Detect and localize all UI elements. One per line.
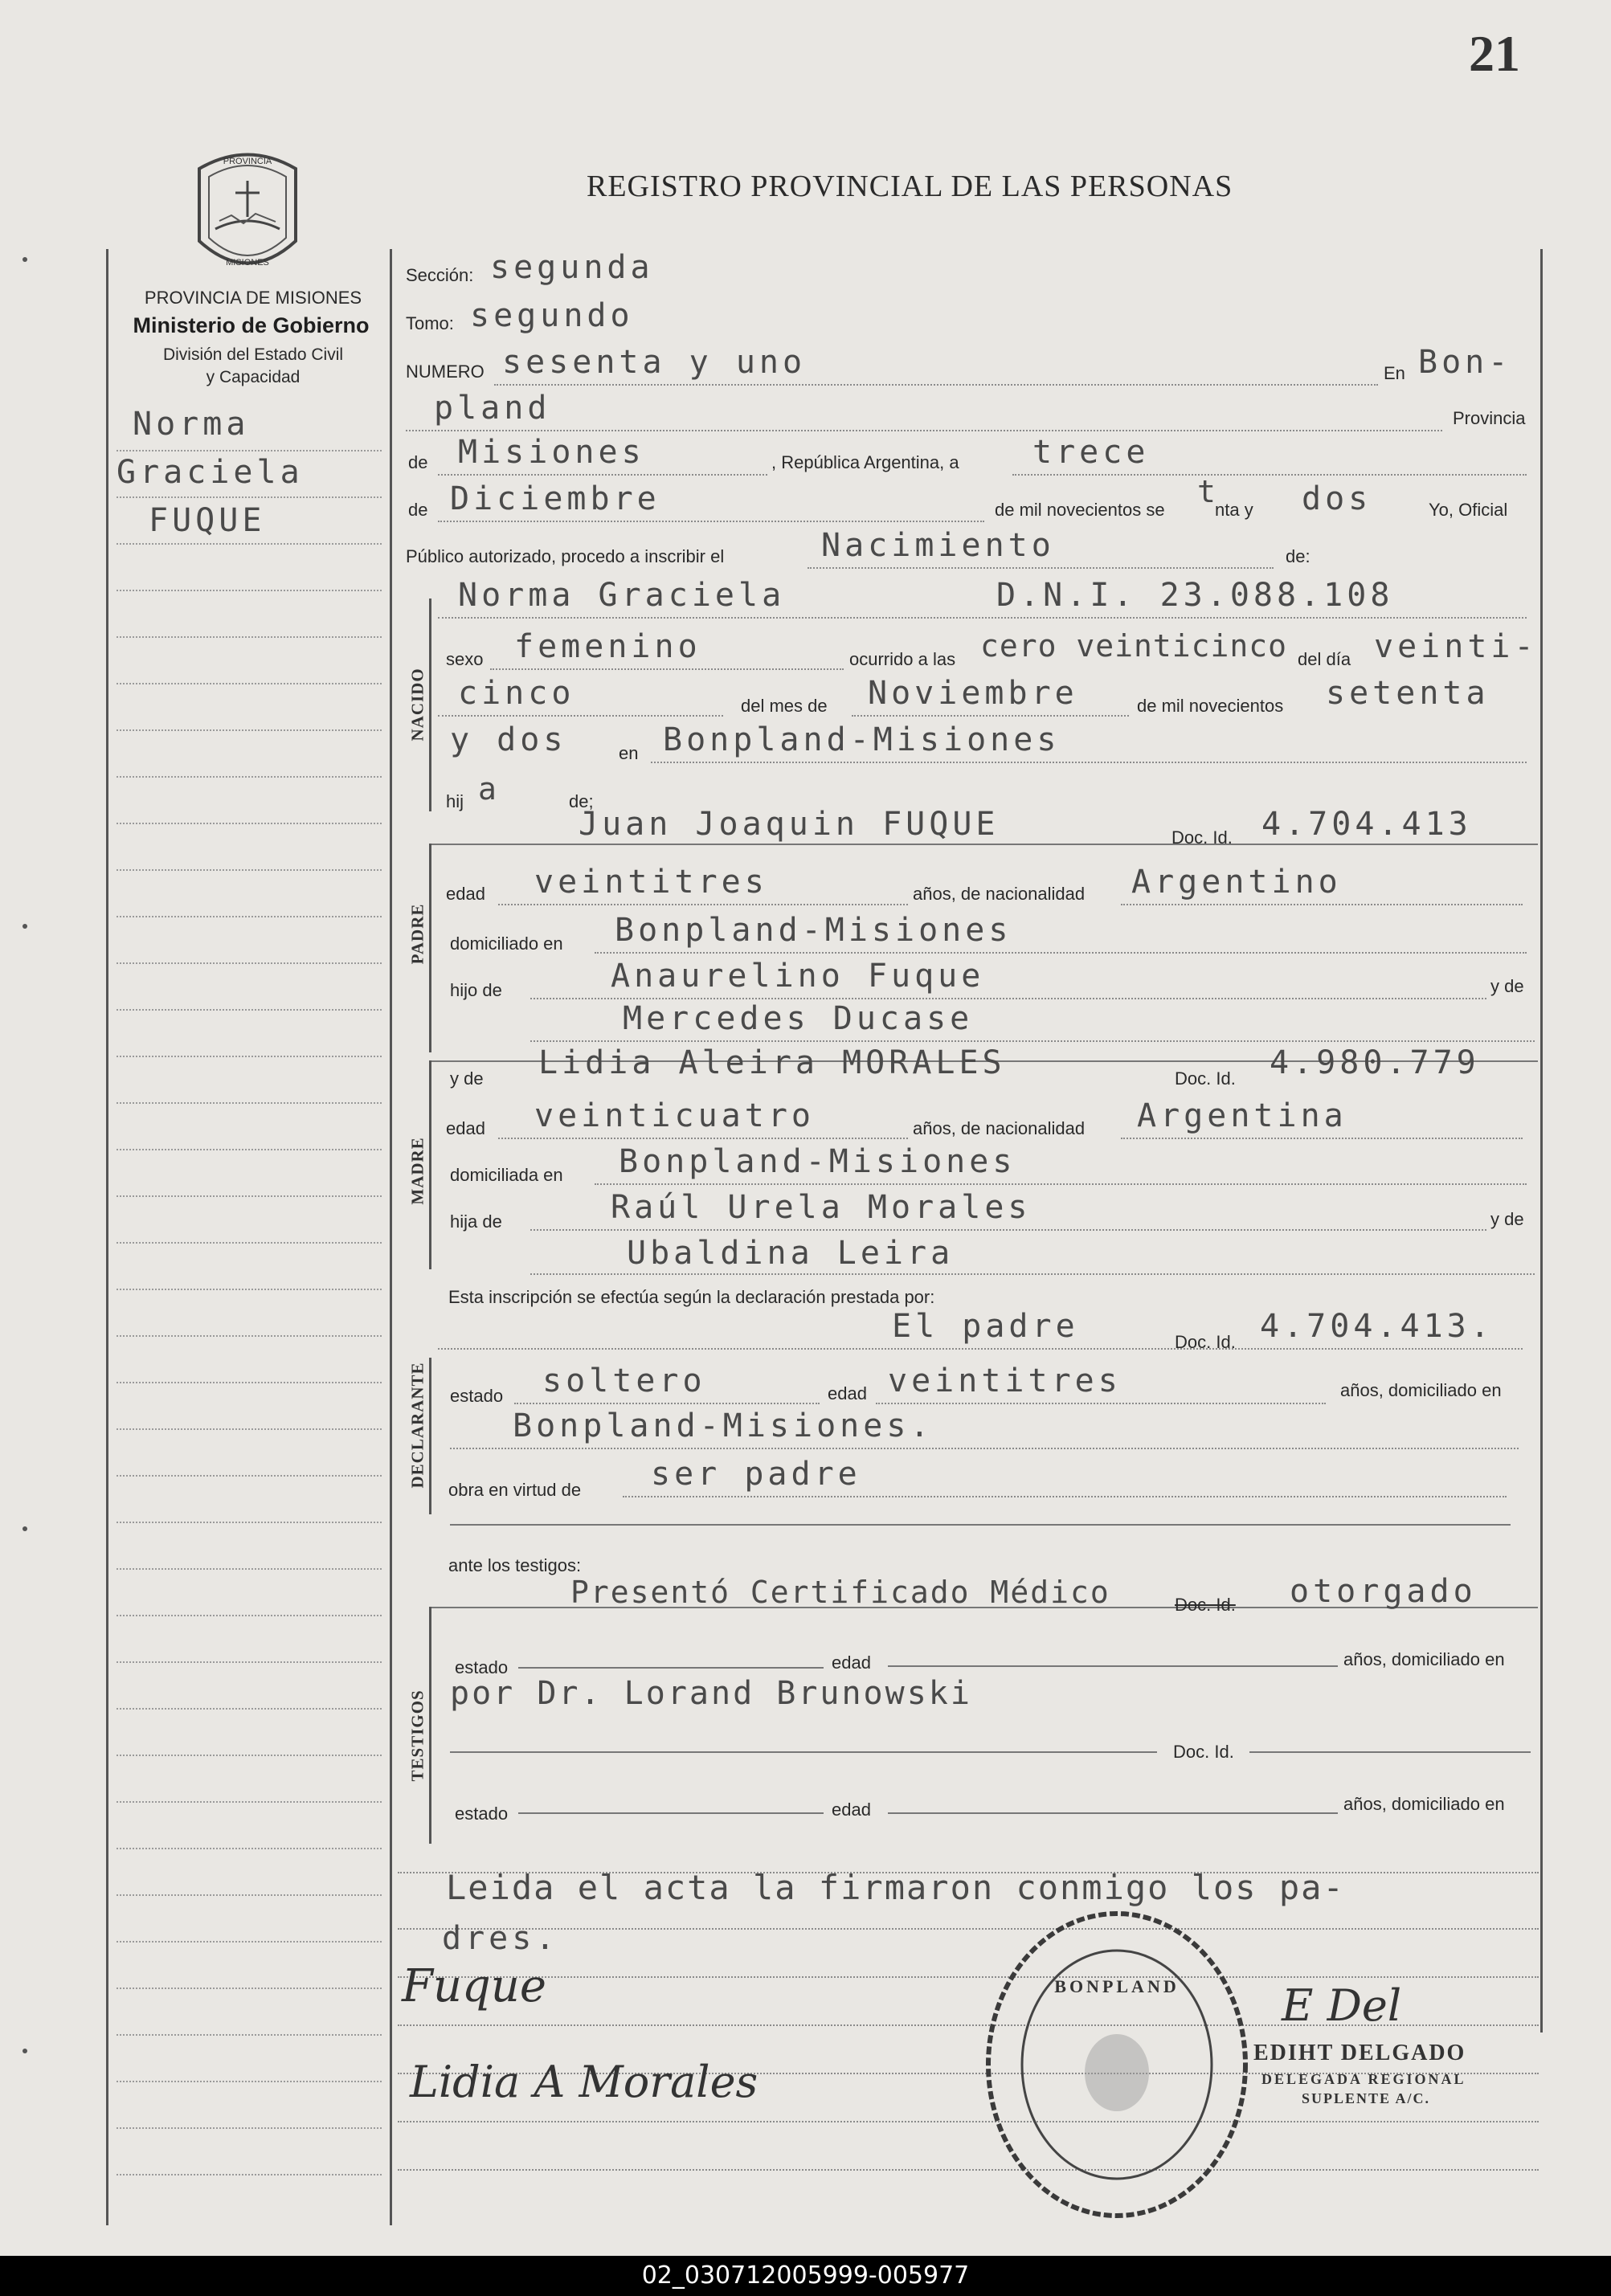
label-doc-testigos-2: Doc. Id. <box>1173 1742 1234 1762</box>
label-doc-testigos-1: Doc. Id. <box>1175 1595 1236 1615</box>
binding-mark <box>22 257 27 262</box>
margin-name-3: FUQUE <box>149 502 266 539</box>
margin-name-2: Graciela <box>117 454 304 491</box>
label-edad-madre: edad <box>446 1118 485 1138</box>
value-obra-virtud: ser padre <box>651 1456 861 1493</box>
label-de-semi: de; <box>569 791 594 811</box>
value-declarante-dom: Bonpland-Misiones. <box>513 1407 934 1444</box>
label-doc-madre: Doc. Id. <box>1175 1068 1236 1089</box>
label-hijo-de: hijo de <box>450 980 502 1000</box>
value-mes: Diciembre <box>450 480 660 517</box>
official-suplente: SUPLENTE A/C. <box>1302 2090 1431 2106</box>
label-dom-padre: domiciliado en <box>450 934 563 954</box>
value-en-place-1: Bon- <box>1418 344 1512 381</box>
binding-mark <box>22 1526 27 1531</box>
round-stamp-icon <box>980 1904 1253 2225</box>
label-y-de-madre-2: y de <box>1490 1209 1524 1229</box>
value-padre-edad: veintitres <box>534 864 768 901</box>
value-decada-correccion: t <box>1197 474 1219 509</box>
label-edad-testigo-1: edad <box>832 1653 871 1673</box>
label-anos-dom-declarante: años, domiciliado en <box>1340 1380 1502 1400</box>
label-edad-padre: edad <box>446 884 485 904</box>
label-del-dia: del día <box>1298 649 1351 669</box>
form-border-right <box>1540 249 1543 2032</box>
section-nacido: NACIDO <box>407 668 427 742</box>
label-anos-dom-testigo-1: años, domiciliado en <box>1343 1649 1505 1669</box>
label-mil-novecientos-2: nta y <box>1215 500 1253 520</box>
label-estado-declarante: estado <box>450 1386 504 1406</box>
label-nac-padre: años, de nacionalidad <box>913 884 1086 904</box>
label-sexo: sexo <box>446 649 484 669</box>
label-esta-inscripcion: Esta inscripción se efectúa según la declaración prestada por: <box>448 1287 935 1307</box>
label-anos-dom-testigo-2: años, domiciliado en <box>1343 1794 1505 1814</box>
value-mes-nac: Noviembre <box>868 675 1078 712</box>
margin-border-left <box>106 249 108 2225</box>
label-y-de-padre: y de <box>1490 976 1524 996</box>
label-edad-declarante: edad <box>828 1383 867 1403</box>
seal-bottom-text: MISIONES <box>226 258 269 268</box>
label-estado-testigo-2: estado <box>455 1804 509 1824</box>
value-dia-nac-2: cinco <box>458 675 575 712</box>
value-nombre: Norma Graciela <box>458 577 786 614</box>
seal-top-text: PROVINCIA <box>223 157 272 166</box>
signature-official: E Del <box>1282 1980 1402 2031</box>
value-madre-padre: Raúl Urela Morales <box>611 1189 1032 1226</box>
label-edad-testigo-2: edad <box>832 1800 871 1820</box>
value-declarante-doc: 4.704.413. <box>1260 1308 1494 1345</box>
label-republica: , República Argentina, a <box>771 452 959 472</box>
value-seccion: segunda <box>490 249 654 286</box>
padre-section-bar <box>429 844 431 1052</box>
value-dia: trece <box>1032 434 1150 471</box>
value-en-place-2: pland <box>434 390 551 427</box>
label-obra-virtud: obra en virtud de <box>448 1480 582 1500</box>
value-madre-dom: Bonpland-Misiones <box>619 1143 1016 1180</box>
label-estado-testigo-1: estado <box>455 1657 509 1677</box>
value-testigos-1: Presentó Certificado Médico <box>570 1575 1110 1610</box>
value-testigos-2: por Dr. Lorand Brunowski <box>450 1675 972 1712</box>
declarante-section-bar <box>429 1358 431 1514</box>
value-testigos-1b: otorgado <box>1290 1573 1477 1610</box>
value-dni: D.N.I. 23.088.108 <box>996 577 1394 614</box>
value-cierre-1: Leida el acta la firmaron conmigo los pa- <box>446 1868 1345 1907</box>
value-numero: sesenta y uno <box>502 344 807 381</box>
value-year: dos <box>1302 480 1372 517</box>
value-padre: Juan Joaquin FUQUE <box>579 806 1000 843</box>
label-de-1: de <box>408 452 428 472</box>
label-ocurrido: ocurrido a las <box>849 649 956 669</box>
official-role: DELEGADA REGIONAL <box>1261 2071 1466 2087</box>
section-padre: PADRE <box>407 903 427 965</box>
label-en-nac: en <box>619 743 639 763</box>
label-y-de-madre: y de <box>450 1068 484 1089</box>
value-acto: Nacimiento <box>821 527 1055 564</box>
value-dia-nac-1: veinti- <box>1374 628 1538 665</box>
division-label-2: y Capacidad <box>206 368 301 386</box>
value-madre-edad: veinticuatro <box>534 1097 815 1134</box>
footer-code: 02_030712005999-005977 <box>0 2256 1611 2296</box>
value-padre-padre: Anaurelino Fuque <box>611 958 985 995</box>
official-name: EDIHT DELGADO <box>1253 2041 1466 2065</box>
label-de-2: de <box>408 500 428 520</box>
label-mil-novecientos: de mil novecientos se <box>995 500 1165 520</box>
label-de-colon: de: <box>1286 546 1310 566</box>
value-madre-nac: Argentina <box>1137 1097 1347 1134</box>
value-padre-nac: Argentino <box>1131 864 1342 901</box>
binding-mark <box>22 2049 27 2053</box>
value-provincia: Misiones <box>458 434 645 471</box>
madre-section-bar <box>429 1060 431 1269</box>
section-madre: MADRE <box>407 1137 427 1205</box>
signature-mother: Lidia A Morales <box>410 2057 758 2107</box>
value-declarante-edad: veintitres <box>888 1362 1122 1399</box>
label-numero: NUMERO <box>406 362 485 382</box>
nacido-section-bar <box>429 599 431 811</box>
value-declarante-estado: soltero <box>542 1362 706 1399</box>
label-seccion: Sección: <box>406 265 474 285</box>
label-doc-declarante: Doc. Id. <box>1175 1332 1236 1352</box>
page-number: 21 <box>1469 25 1520 82</box>
label-provincia: Provincia <box>1453 408 1526 428</box>
value-anio-nac-2: y dos <box>450 721 567 758</box>
value-hij-suffix: a <box>478 771 500 807</box>
signature-father: Fuque <box>402 1960 546 2012</box>
label-nac-madre: años, de nacionalidad <box>913 1118 1086 1138</box>
value-madre-doc: 4.980.779 <box>1270 1044 1480 1081</box>
label-yo-oficial: Yo, Oficial <box>1429 500 1508 520</box>
label-en: En <box>1384 363 1405 383</box>
label-doc-padre: Doc. Id. <box>1171 827 1233 848</box>
province-label: PROVINCIA DE MISIONES <box>144 288 362 308</box>
margin-border-right <box>390 249 392 2225</box>
label-del-mes: del mes de <box>741 696 828 716</box>
division-label-1: División del Estado Civil <box>162 345 344 364</box>
round-stamp-center: BONPLAND <box>1054 1976 1180 1996</box>
label-ante-testigos: ante los testigos: <box>448 1555 582 1575</box>
testigos-section-bar <box>429 1607 431 1844</box>
value-anio-nac-1: setenta <box>1326 675 1490 712</box>
value-madre-madre: Ubaldina Leira <box>627 1235 955 1272</box>
value-declarante: El padre <box>892 1308 1079 1345</box>
label-publico: Público autorizado, procedo a inscribir el <box>406 546 725 566</box>
margin-name-1: Norma <box>133 406 250 443</box>
value-tomo: segundo <box>470 297 634 334</box>
binding-mark <box>22 924 27 929</box>
value-lugar-nac: Bonpland-Misiones <box>663 721 1061 758</box>
label-de-mil-nov: de mil novecientos <box>1137 696 1284 716</box>
value-padre-doc: 4.704.413 <box>1261 806 1472 843</box>
label-hija-de: hija de <box>450 1211 502 1232</box>
label-hij: hij <box>446 791 464 811</box>
section-testigos: TESTIGOS <box>407 1689 427 1782</box>
ministry-label: Ministerio de Gobierno <box>133 313 370 337</box>
section-declarante: DECLARANTE <box>407 1362 427 1489</box>
value-hora: cero veinticinco <box>980 628 1288 664</box>
document-title: REGISTRO PROVINCIAL DE LAS PERSONAS <box>587 170 1233 203</box>
label-dom-madre: domiciliada en <box>450 1165 563 1185</box>
value-sexo: femenino <box>514 628 701 665</box>
provincial-seal-icon <box>183 145 312 281</box>
value-padre-madre: Mercedes Ducase <box>623 1000 974 1037</box>
value-padre-dom: Bonpland-Misiones <box>615 912 1012 949</box>
label-tomo: Tomo: <box>406 313 454 333</box>
value-cierre-2: dres. <box>442 1920 559 1957</box>
value-madre: Lidia Aleira MORALES <box>538 1044 1006 1081</box>
